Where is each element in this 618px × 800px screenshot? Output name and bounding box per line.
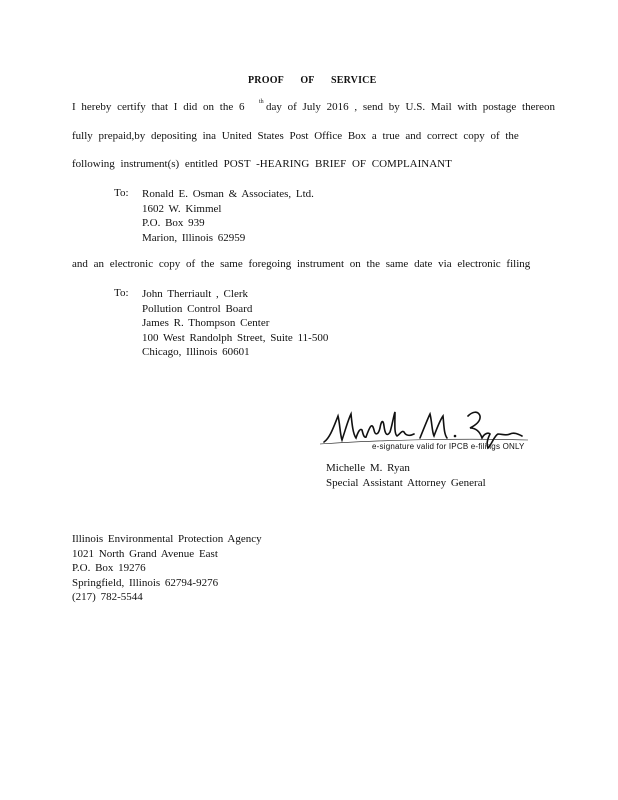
recipient-1-line: P.O. Box 939 <box>142 217 205 229</box>
agency-address <box>72 532 262 605</box>
ordinal-suffix: th <box>259 99 264 105</box>
certify-line-1a: I hereby certify that I did on the 6 <box>72 101 245 113</box>
recipient-1-line: 1602 W. Kimmel <box>142 202 222 215</box>
recipient-2-line: John Therriault , Clerk <box>142 288 248 300</box>
signer-block <box>326 461 486 490</box>
agency-line: 1021 North Grand Avenue East <box>72 547 218 560</box>
agency-line: (217) 782-5544 <box>72 591 143 603</box>
agency-line: Illinois Environmental Protection Agency <box>72 533 262 545</box>
signer-name: Michelle M. Ryan <box>326 462 410 474</box>
recipient-2-line: Pollution Control Board <box>142 302 253 315</box>
e-signature-note: e-signature valid for IPCB e-filings ONLY <box>372 442 525 451</box>
recipient-2-line: 100 West Randolph Street, Suite 11-500 <box>142 331 329 344</box>
document-title: PROOF OF SERVICE <box>248 75 377 86</box>
to-label-1: To: <box>114 187 129 199</box>
certify-line-1b: day of July 2016 , send by U.S. Mail with postage thereon <box>266 101 556 113</box>
recipient-1-address <box>142 187 314 245</box>
certify-line-2: fully prepaid,by depositing ina United States Post Office Box a true and correct copy of the <box>72 130 519 142</box>
electronic-copy-line: and an electronic copy of the same foregoing instrument on the same date via electronic filing <box>72 258 531 270</box>
recipient-1-line: Marion, Illinois 62959 <box>142 231 246 244</box>
agency-line: Springfield, Illinois 62794-9276 <box>72 576 219 589</box>
recipient-2-line: Chicago, Illinois 60601 <box>142 346 250 358</box>
agency-line: P.O. Box 19276 <box>72 562 146 574</box>
recipient-2-line: James R. Thompson Center <box>142 317 270 329</box>
recipient-2-address <box>142 287 328 360</box>
recipient-1-line: Ronald E. Osman & Associates, Ltd. <box>142 188 314 200</box>
certify-line-3: following instrument(s) entitled POST -HEARING BRIEF OF COMPLAINANT <box>72 158 452 170</box>
signer-title: Special Assistant Attorney General <box>326 476 486 489</box>
to-label-2: To: <box>114 287 129 299</box>
